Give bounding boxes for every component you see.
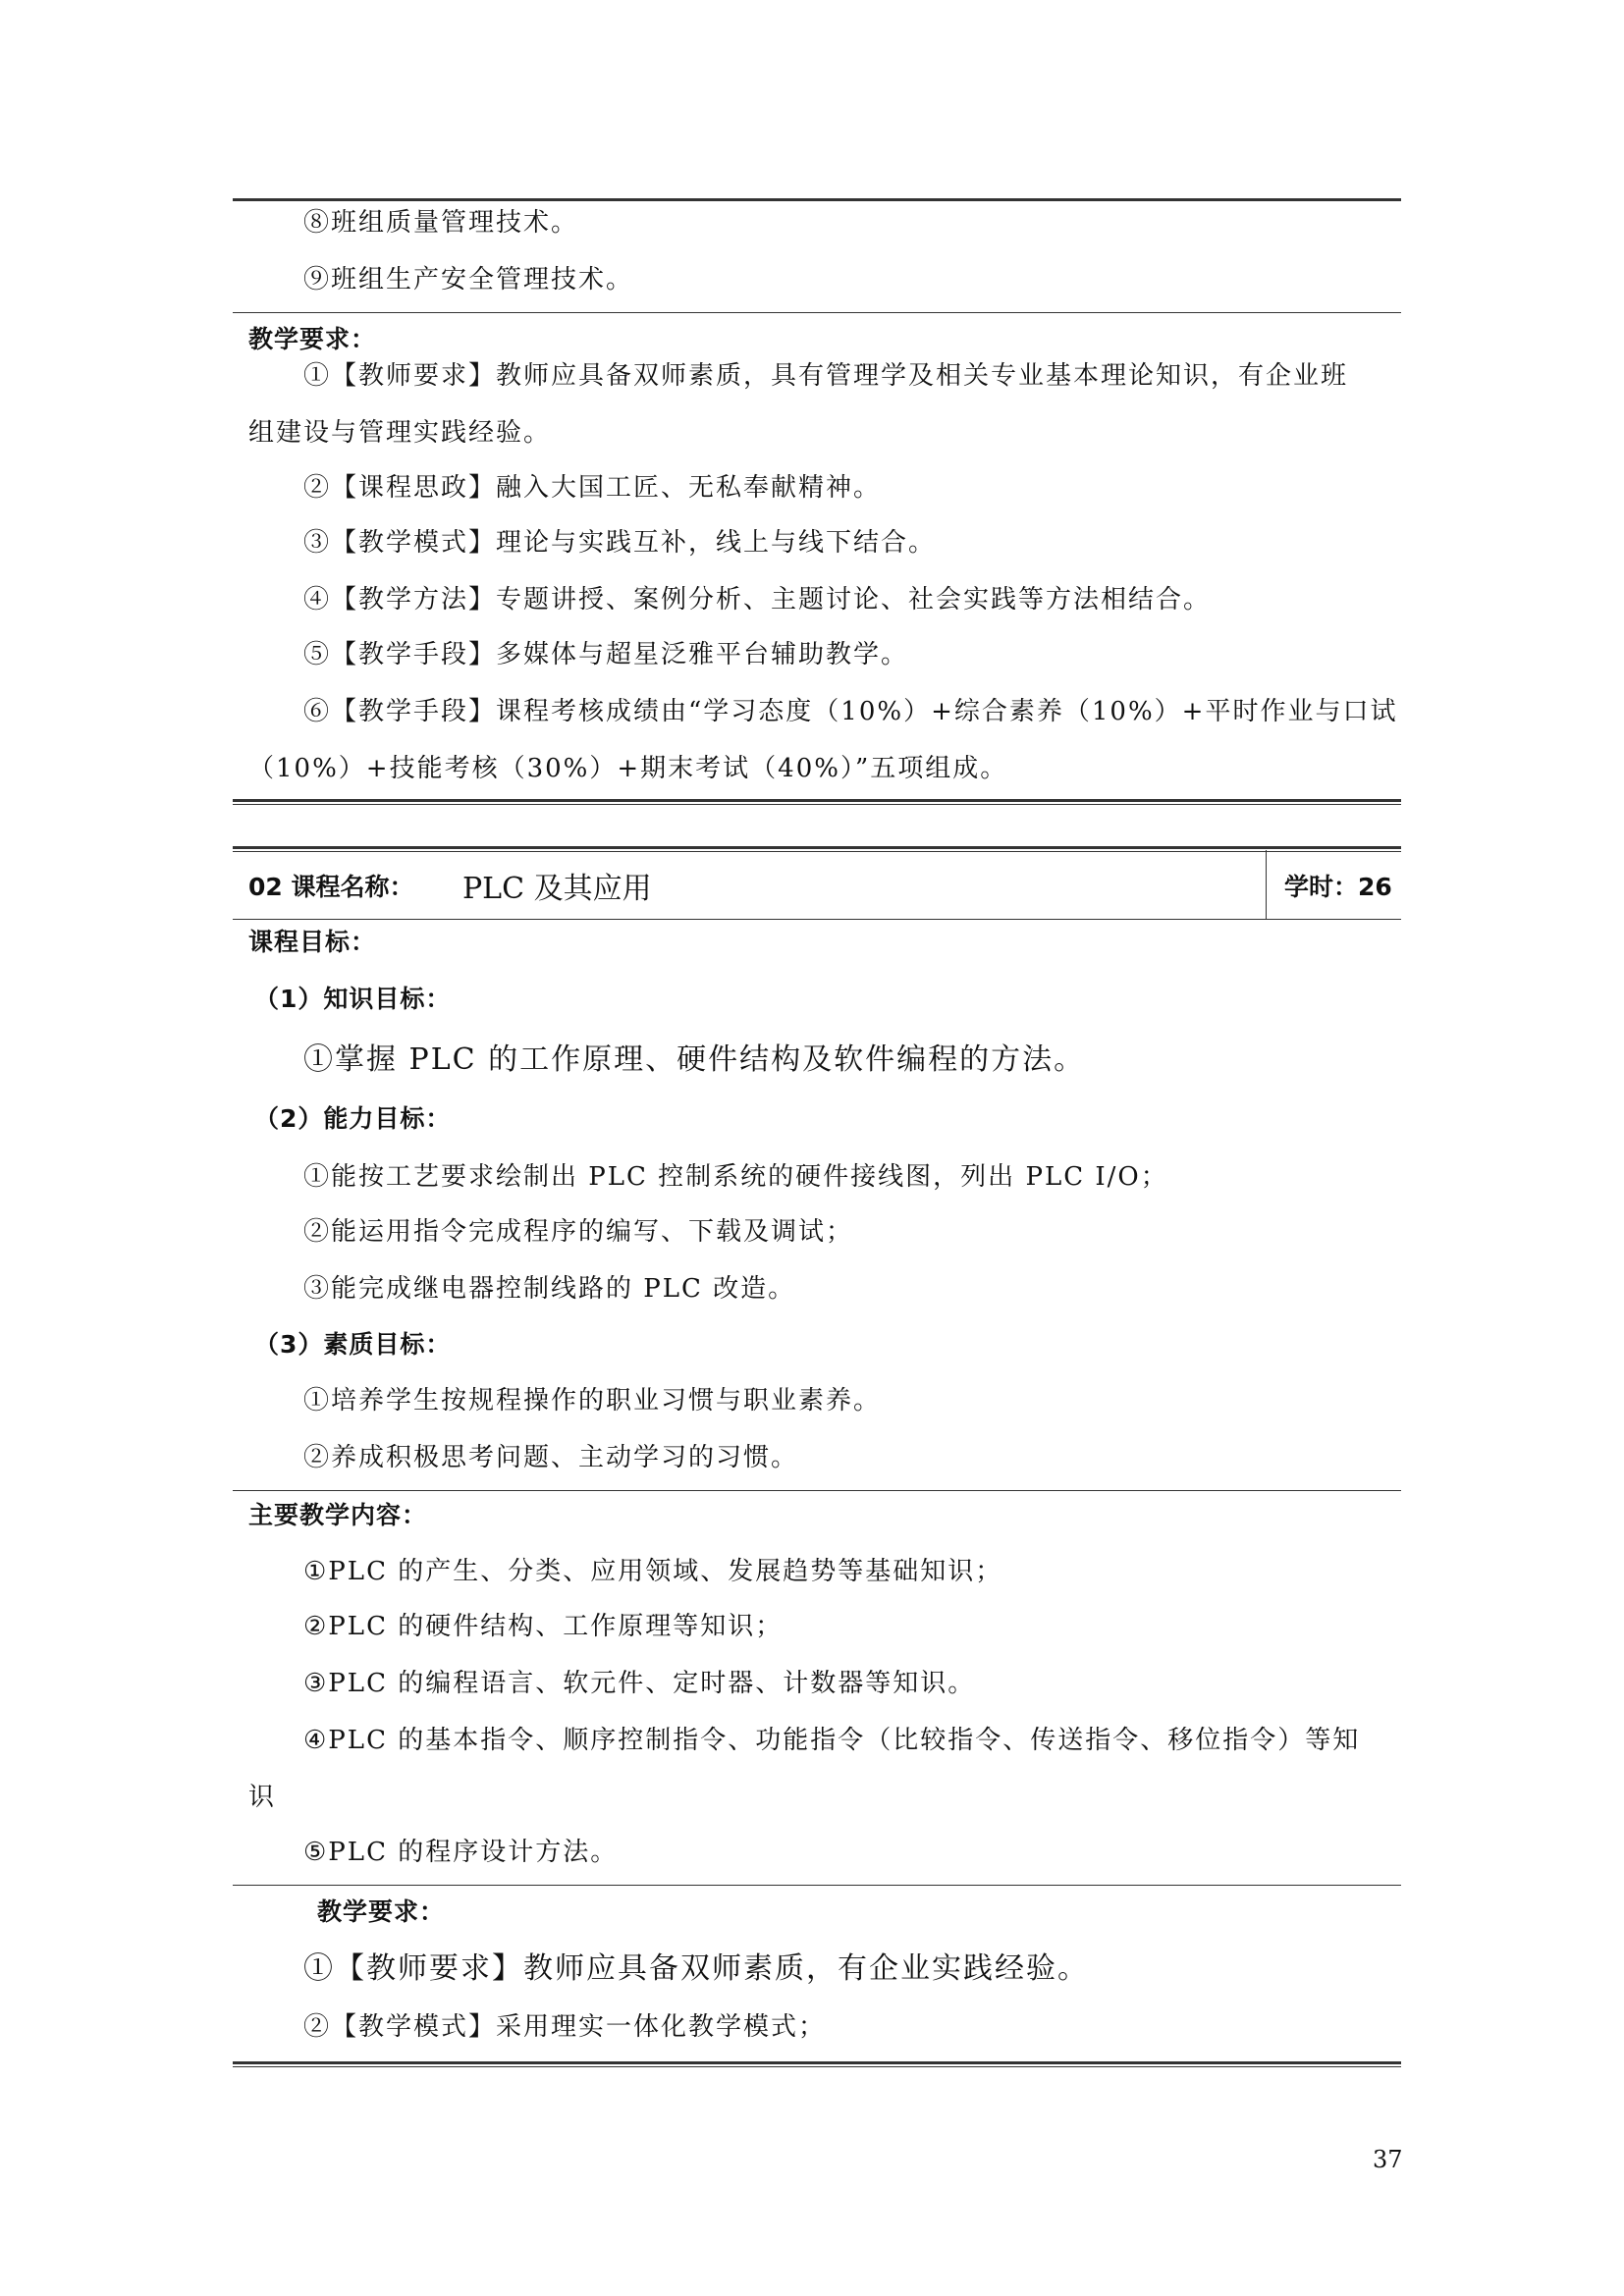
table2-bottom-rule <box>233 2061 1401 2067</box>
requirement-teacher: ①【教师要求】教师应具备双师素质，具有管理学及相关专业基本理论知识，有企业班 <box>303 361 1349 391</box>
table-top-rule <box>233 198 1401 201</box>
knowledge-goal-1: ①掌握 PLC 的工作原理、硬件结构及软件编程的方法。 <box>303 1042 1086 1077</box>
row-divider <box>233 1490 1401 1491</box>
requirement-assessment: ⑥【教学手段】课程考核成绩由“学习态度（10%）+综合素养（10%）+平时作业与口试 <box>303 697 1398 726</box>
quality-goals-heading: （3）素质目标： <box>254 1330 452 1359</box>
ability-goal-1: ①能按工艺要求绘制出 PLC 控制系统的硬件接线图，列出 PLC I/O； <box>303 1162 1168 1192</box>
teaching-requirements-heading: 教学要求： <box>248 325 377 353</box>
page-number: 37 <box>1373 2146 1403 2173</box>
content-item-5: ⑤PLC 的程序设计方法。 <box>303 1838 619 1867</box>
table-bottom-rule <box>233 799 1401 805</box>
hours-cell <box>1266 850 1401 919</box>
teaching-requirements-heading-2: 教学要求： <box>317 1897 446 1926</box>
ability-goal-3: ③能完成继电器控制线路的 PLC 改造。 <box>303 1274 796 1304</box>
content-item-4: ④PLC 的基本指令、顺序控制指令、功能指令（比较指令、传送指令、移位指令）等知 <box>303 1726 1361 1755</box>
quality-goal-2: ②养成积极思考问题、主动学习的习惯。 <box>303 1443 799 1472</box>
content-item-9: ⑨班组生产安全管理技术。 <box>303 265 634 294</box>
course-goals-heading: 课程目标： <box>248 928 377 956</box>
course-hours: 学时：26 <box>1284 873 1392 901</box>
row-divider <box>233 312 1401 313</box>
knowledge-goals-heading: （1）知识目标： <box>254 985 452 1013</box>
requirement-teacher-2: ①【教师要求】教师应具备双师素质，有企业实践经验。 <box>303 1951 1089 1986</box>
course-name-value: PLC 及其应用 <box>462 872 652 906</box>
content-item-2: ②PLC 的硬件结构、工作原理等知识； <box>303 1612 784 1641</box>
requirement-assessment-cont: （10%）+技能考核（30%）+期末考试（40%）”五项组成。 <box>248 754 1008 783</box>
requirement-mode-2: ②【教学模式】采用理实一体化教学模式； <box>303 2012 827 2042</box>
row-divider <box>233 1885 1401 1886</box>
requirement-teacher-cont: 组建设与管理实践经验。 <box>248 418 552 448</box>
requirement-method: ④【教学方法】专题讲授、案例分析、主题讨论、社会实践等方法相结合。 <box>303 585 1212 614</box>
requirement-ideology: ②【课程思政】融入大国工匠、无私奉献精神。 <box>303 473 882 503</box>
row-divider <box>233 919 1401 920</box>
course-name-label: 02 课程名称： <box>248 873 414 901</box>
ability-goal-2: ②能运用指令完成程序的编写、下载及调试； <box>303 1217 854 1247</box>
quality-goal-1: ①培养学生按规程操作的职业习惯与职业素养。 <box>303 1386 882 1415</box>
course-title-row <box>233 850 1401 919</box>
requirement-means: ⑤【教学手段】多媒体与超星泛雅平台辅助教学。 <box>303 640 909 669</box>
main-content-heading: 主要教学内容： <box>248 1501 428 1529</box>
content-item-3: ③PLC 的编程语言、软元件、定时器、计数器等知识。 <box>303 1669 976 1698</box>
content-item-4-cont: 识 <box>248 1783 277 1812</box>
content-item-8: ⑧班组质量管理技术。 <box>303 208 579 238</box>
ability-goals-heading: （2）能力目标： <box>254 1104 452 1133</box>
requirement-mode: ③【教学模式】理论与实践互补，线上与线下结合。 <box>303 528 937 558</box>
content-item-1: ①PLC 的产生、分类、应用领域、发展趋势等基础知识； <box>303 1557 1003 1586</box>
